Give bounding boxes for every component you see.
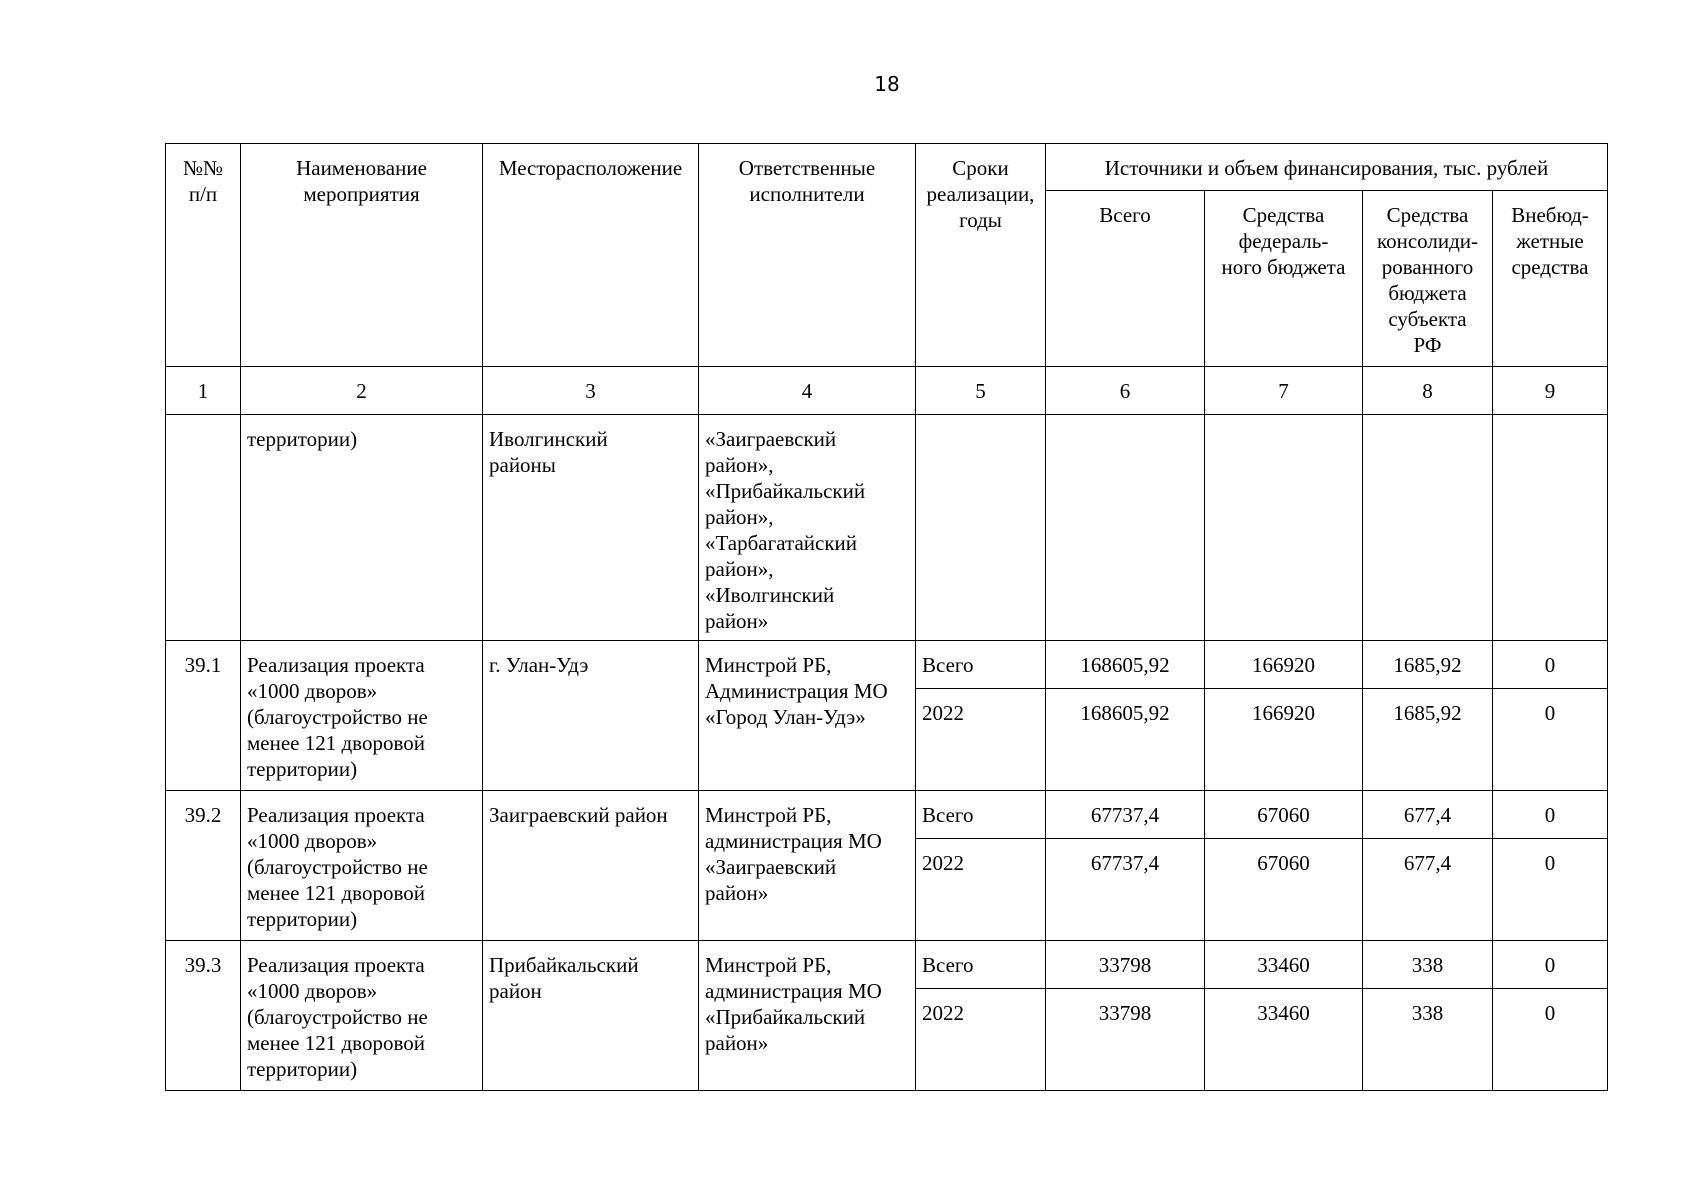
col-number: 9 <box>1493 367 1608 415</box>
financing-table <box>165 143 1608 1091</box>
header-name: Наименование мероприятия <box>241 144 483 367</box>
cont-period <box>916 415 1046 641</box>
row-regional: 677,4 <box>1363 839 1493 941</box>
col-number: 3 <box>483 367 699 415</box>
column-number-row <box>166 367 1608 415</box>
row-total: 33798 <box>1046 941 1205 989</box>
row-extra: 0 <box>1493 989 1608 1091</box>
col-number: 8 <box>1363 367 1493 415</box>
row-regional: 1685,92 <box>1363 689 1493 791</box>
row-regional: 677,4 <box>1363 791 1493 839</box>
row-period: Всего <box>916 641 1046 689</box>
row-federal: 67060 <box>1205 791 1363 839</box>
col-number: 1 <box>166 367 241 415</box>
row-federal: 33460 <box>1205 989 1363 1091</box>
header-responsible: Ответственные исполнители <box>699 144 916 367</box>
row-total: 168605,92 <box>1046 689 1205 791</box>
row-num: 39.1 <box>166 641 241 791</box>
cont-total <box>1046 415 1205 641</box>
row-period: Всего <box>916 941 1046 989</box>
row-extra: 0 <box>1493 791 1608 839</box>
row-period: 2022 <box>916 989 1046 1091</box>
row-responsible: Минстрой РБ, администрация МО «Прибайкальский район» <box>699 941 916 1091</box>
row-extra: 0 <box>1493 689 1608 791</box>
table-row <box>166 941 1608 989</box>
row-total: 67737,4 <box>1046 791 1205 839</box>
row-federal: 166920 <box>1205 641 1363 689</box>
header-total: Всего <box>1046 191 1205 367</box>
table-row <box>166 641 1608 689</box>
cont-responsible: «Заиграевский район», «Прибайкальский район», «Тарбагатайский район», «Иволгинский район» <box>699 415 916 641</box>
header-regional: Средства консолиди- рованного бюджета субъекта РФ <box>1363 191 1493 367</box>
row-regional: 1685,92 <box>1363 641 1493 689</box>
cont-location: Иволгинский районы <box>483 415 699 641</box>
row-period: 2022 <box>916 839 1046 941</box>
row-extra: 0 <box>1493 839 1608 941</box>
row-period: 2022 <box>916 689 1046 791</box>
page-number: 18 <box>874 72 900 96</box>
header-location: Месторасположение <box>483 144 699 367</box>
row-federal: 33460 <box>1205 941 1363 989</box>
row-name: Реализация проекта «1000 дворов» (благоустройство не менее 121 дворовой территории) <box>241 641 483 791</box>
row-responsible: Минстрой РБ, администрация МО «Заиграевский район» <box>699 791 916 941</box>
row-total: 33798 <box>1046 989 1205 1091</box>
col-number: 5 <box>916 367 1046 415</box>
row-extra: 0 <box>1493 641 1608 689</box>
row-name: Реализация проекта «1000 дворов» (благоустройство не менее 121 дворовой территории) <box>241 941 483 1091</box>
row-num: 39.3 <box>166 941 241 1091</box>
header-num: №№ п/п <box>166 144 241 367</box>
row-regional: 338 <box>1363 941 1493 989</box>
table-row <box>166 791 1608 839</box>
col-number: 4 <box>699 367 916 415</box>
col-number: 6 <box>1046 367 1205 415</box>
row-federal: 67060 <box>1205 839 1363 941</box>
header-federal: Средства федераль- ного бюджета <box>1205 191 1363 367</box>
cont-extra <box>1493 415 1608 641</box>
row-location: г. Улан-Удэ <box>483 641 699 791</box>
cont-num <box>166 415 241 641</box>
row-total: 67737,4 <box>1046 839 1205 941</box>
row-name: Реализация проекта «1000 дворов» (благоустройство не менее 121 дворовой территории) <box>241 791 483 941</box>
row-federal: 166920 <box>1205 689 1363 791</box>
cont-regional <box>1363 415 1493 641</box>
col-number: 7 <box>1205 367 1363 415</box>
row-num: 39.2 <box>166 791 241 941</box>
row-total: 168605,92 <box>1046 641 1205 689</box>
row-regional: 338 <box>1363 989 1493 1091</box>
continuation-row <box>166 415 1608 641</box>
header-sources: Источники и объем финансирования, тыс. рублей <box>1046 144 1608 191</box>
cont-name: территории) <box>241 415 483 641</box>
row-location: Заиграевский район <box>483 791 699 941</box>
col-number: 2 <box>241 367 483 415</box>
row-location: Прибайкальский район <box>483 941 699 1091</box>
row-period: Всего <box>916 791 1046 839</box>
row-extra: 0 <box>1493 941 1608 989</box>
header-period: Сроки реализации, годы <box>916 144 1046 367</box>
header-extrabudget: Внебюд- жетные средства <box>1493 191 1608 367</box>
cont-federal <box>1205 415 1363 641</box>
row-responsible: Минстрой РБ, Администрация МО «Город Улан-Удэ» <box>699 641 916 791</box>
